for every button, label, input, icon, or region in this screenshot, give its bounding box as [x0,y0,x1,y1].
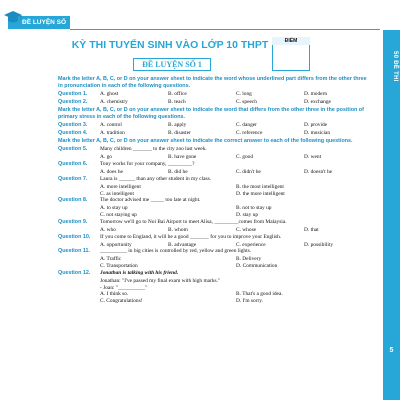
option-a[interactable]: A. control [100,122,122,128]
question-12 [58,270,372,278]
question-text: The doctor advised me _____ too late at night. [100,197,201,204]
option-c[interactable]: C. Transportation [100,263,138,269]
option-d[interactable]: D. I'm sorry. [236,298,263,304]
option-c[interactable]: C. good [236,154,254,161]
question-4 [58,130,372,138]
question-9-options [58,227,372,234]
option-c[interactable]: C. didn't he [236,169,261,175]
option-a[interactable]: A. who [100,226,116,233]
question-label: Question 2. [58,99,88,105]
question-10 [58,234,372,242]
option-b[interactable]: B. disaster [168,130,191,136]
option-b[interactable]: B. office [168,91,187,97]
option-b[interactable]: B. Delivery [236,256,262,263]
instruction-stress: Mark the letter A, B, C, or D on your answer sheet to indicate the word that differs from the other three in the position of primary stress in each of the following questions. [58,107,364,120]
option-d[interactable]: D. that [304,226,319,233]
question-2 [58,99,372,107]
option-d[interactable]: D. the more intelligent [236,190,285,197]
question-label: Question 1. [58,91,88,97]
option-c[interactable]: C. experience [236,241,266,248]
question-11-options-row2 [58,263,372,270]
option-d[interactable]: D. provide [304,122,328,128]
question-label: Question 3. [58,122,88,128]
question-5 [58,146,372,154]
instruction-pronunciation: Mark the letter A, B, C, or D on your answer sheet to indicate the word whose underlined part differs from the other three in pronunciation in each of the following questions. [58,76,367,89]
option-c[interactable]: C. long [236,91,252,97]
question-8-options-row1 [58,205,372,212]
question-1 [58,91,372,99]
option-d[interactable]: D. Communication [236,263,278,269]
question-options [100,91,372,98]
option-a[interactable]: A. chemistry [100,99,128,105]
question-10-options [58,242,372,249]
question-12-dialog-line1 [58,278,372,285]
option-c[interactable]: C. Congratulations! [100,298,143,304]
question-label: Question 11. [58,248,91,255]
option-a[interactable]: A. more intelligent [100,183,141,190]
option-b[interactable]: B. did he [168,169,188,175]
section-ribbon: ĐỀ LUYỆN SỐ 1 [8,16,70,29]
question-label: Question 8. [58,197,88,204]
dialog-line: - Joan: "__________" [100,284,148,291]
question-label: Question 12. [58,269,91,276]
question-text: __________ in big cities is controlled by red, yellow and green lights. [100,248,252,255]
option-b[interactable]: B. not to stay up [236,205,272,212]
question-options [100,122,372,129]
exam-title: KỲ THI TUYỂN SINH VÀO LỚP 10 THPT [71,39,269,51]
option-a[interactable]: A. ghost [100,91,119,97]
question-12-options-row1 [58,291,372,298]
option-a[interactable]: A. tradition [100,130,125,136]
question-label: Question 10. [58,233,91,240]
question-3 [58,122,372,130]
option-c[interactable]: C. speech [236,99,257,105]
option-d[interactable]: D. possibility [304,241,334,248]
option-d[interactable]: D. exchange [304,99,331,105]
question-6-options [58,169,372,176]
question-7-options-row1 [58,184,372,191]
option-a[interactable]: A. does he [100,169,123,175]
question-6 [58,161,372,169]
option-d[interactable]: D. musician [304,130,331,136]
graduation-cap-icon [3,9,23,25]
question-12-options-row2 [58,298,372,305]
header-divider [70,29,380,30]
option-a[interactable]: A. go [100,154,112,161]
side-band-label: 50 ĐỀ THI [392,50,398,82]
page-number: 5 [389,347,394,354]
question-label: Question 6. [58,161,88,167]
question-text: Jonathan is talking with his friend. [100,269,179,276]
question-label: Question 9. [58,218,88,225]
option-b[interactable]: B. the most intelligent [236,183,284,190]
dialog-line: Jonathan: "I've passed my final exam with high marks." [100,277,221,284]
question-text: Many children _______ to the city zoo last week. [100,146,207,153]
option-c[interactable]: C. as intelligent [100,190,134,197]
option-d[interactable]: D. doesn't he [304,169,333,175]
question-text: Tony works for your company, _________? [100,161,195,167]
question-7 [58,176,372,184]
option-c[interactable]: C. not staying up [100,212,137,218]
option-a[interactable]: A. to stay up [100,205,128,212]
question-7-options-row2 [58,191,372,198]
option-a[interactable]: A. opportunity [100,241,132,248]
option-b[interactable]: B. teach [168,99,186,105]
option-b[interactable]: B. whom [168,226,188,233]
question-label: Question 7. [58,175,88,182]
option-c[interactable]: C. danger [236,122,257,128]
option-a[interactable]: A. I think so. [100,291,129,298]
option-c[interactable]: C. whose [236,226,257,233]
option-c[interactable]: C. reference [236,130,263,136]
question-label: Question 4. [58,130,88,136]
option-d[interactable]: D. went [304,154,322,161]
question-5-options [58,154,372,161]
question-11-options-row1 [58,256,372,263]
option-b[interactable]: B. That's a good idea. [236,291,283,298]
question-text: Laura is ______ than any other student in my class. [100,175,212,182]
option-b[interactable]: B. advantage [168,241,197,248]
question-text: If you come to England, it will be a good _______ for you to improve your English. [100,233,282,240]
question-text: Tomorrow we'll go to Noi Bai Airport to meet Alisa, _________comes from Malaysia. [100,218,287,225]
question-9 [58,219,372,227]
question-options [100,130,372,137]
question-8 [58,197,372,205]
instruction-correct-answer: Mark the letter A, B, C, or D on your answer sheet to indicate the correct answer to each of the following questions. [58,138,353,144]
option-d[interactable]: D. stay up [236,212,259,218]
question-12-dialog-line2 [58,285,372,292]
question-label: Question 5. [58,146,88,153]
question-8-options-row2 [58,212,372,219]
option-a[interactable]: A. Traffic [100,256,122,263]
option-d[interactable]: D. modern [304,91,328,97]
option-b[interactable]: B. have gone [168,154,197,161]
exam-subtitle: ĐỀ LUYỆN SỐ 1 [133,58,211,71]
exam-content [58,76,372,305]
score-label: ĐIỂM [272,37,310,45]
question-options [100,99,372,106]
option-b[interactable]: B. apply [168,122,187,128]
